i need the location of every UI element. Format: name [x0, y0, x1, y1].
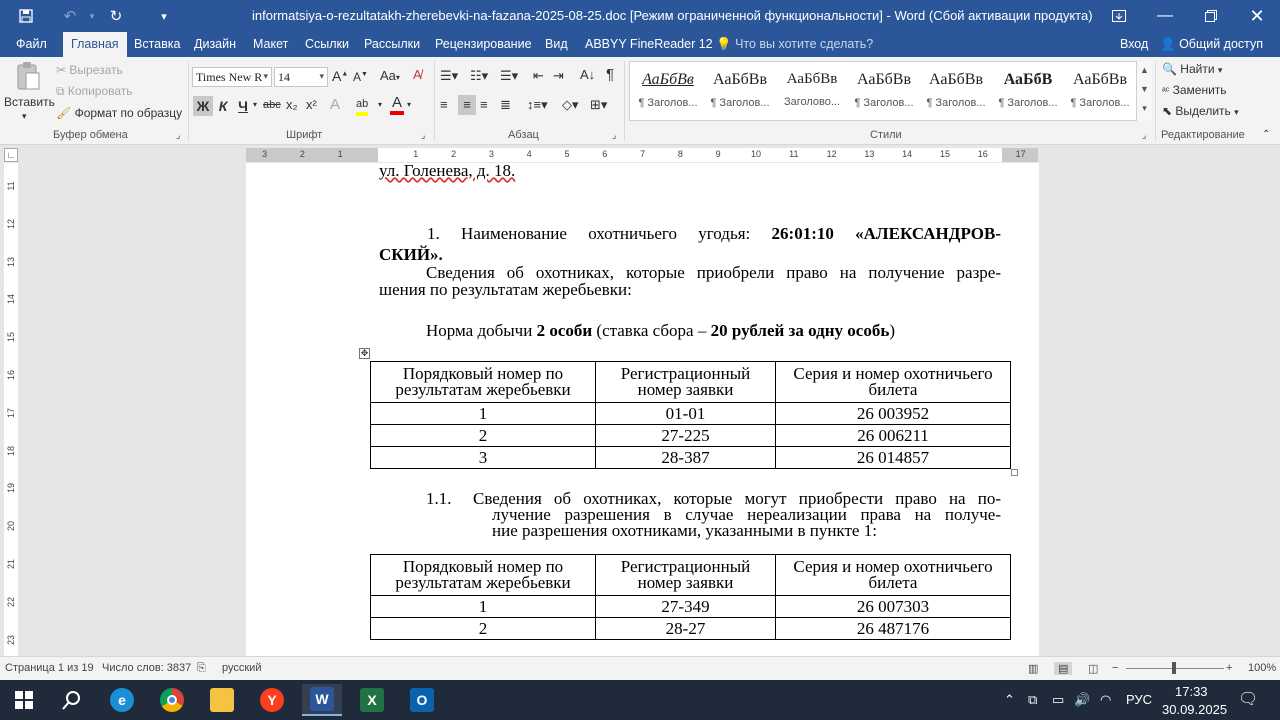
chrome-icon[interactable] — [152, 684, 192, 716]
cut-button[interactable] — [56, 63, 123, 77]
table-row — [371, 403, 1011, 425]
styles-gallery — [629, 61, 1152, 121]
table-cell: 26 014857 — [776, 447, 1011, 469]
clock-date[interactable]: 30.09.2025 — [1162, 702, 1228, 717]
doc-line: ул. Голенева, д. 18. — [379, 163, 516, 180]
share-button[interactable] — [1160, 32, 1263, 57]
copy-label: Копировать — [67, 84, 133, 98]
copy-button[interactable] — [56, 84, 133, 99]
item1-line1: 1. Наименование охотничьего угодья: 26:01:10 «АЛЕКСАНДРОВ- — [427, 224, 1001, 243]
undo-dropdown-icon[interactable]: ▾ — [89, 10, 95, 21]
tab-selector[interactable]: ∟ — [4, 148, 18, 162]
proofing-icon[interactable]: ⎘ — [197, 662, 206, 674]
tab-review[interactable]: Рецензирование — [435, 37, 532, 51]
window-title: informatsiya-o-rezultatakh-zherebevki-na-fazana-2025-08-25.doc [Режим ограниченной функциональности] - Word (Сбой активации продукта) — [252, 8, 1093, 23]
select-button[interactable]: ⬉ Выделить ▾ — [1162, 104, 1239, 118]
lightbulb-icon: 💡 — [716, 37, 732, 51]
table-cell: 2 — [371, 618, 596, 640]
ruler-number: 1 — [337, 149, 343, 159]
find-label: Найти — [1180, 62, 1215, 76]
separator — [624, 61, 625, 141]
cursor-icon: ⬉ — [1162, 104, 1173, 118]
bold-button[interactable]: Ж — [193, 96, 213, 116]
italic-button[interactable]: К — [218, 98, 228, 114]
table-row — [371, 618, 1011, 640]
ruler-number: 3 — [262, 149, 268, 159]
copy-icon: ⧉ — [56, 84, 65, 98]
sort-icon[interactable]: A↓ — [580, 67, 596, 82]
table-header-cell: Серия и номер охотничьего билета — [776, 362, 1011, 403]
paste-icon[interactable] — [14, 61, 42, 93]
clock-time[interactable]: 17:33 — [1175, 684, 1208, 699]
table-cell: 1 — [371, 596, 596, 618]
brush-icon: 🖌 — [56, 106, 72, 120]
multilevel-list-icon[interactable]: ☰▾ — [500, 68, 519, 83]
table-cell: 26 007303 — [776, 596, 1011, 618]
document-page[interactable] — [246, 163, 1039, 656]
styles-group-label: Стили — [870, 129, 902, 141]
replace-icon: ᵃᶜ — [1162, 86, 1170, 97]
language-indicator[interactable]: русский — [222, 662, 262, 674]
align-right-icon[interactable]: ≡ — [480, 97, 488, 112]
zoom-in-icon[interactable]: + — [1226, 662, 1233, 674]
font-size-select[interactable]: 14 ▾ — [274, 67, 328, 87]
table-header-cell: Порядковый номер по результатам жеребьевки — [371, 555, 596, 596]
shading-icon[interactable]: ◇▾ — [562, 97, 579, 112]
customize-qat-icon[interactable]: ▾ — [161, 10, 167, 23]
separator — [434, 61, 435, 141]
ruler-number: 17 — [6, 407, 16, 418]
clipboard-group-label: Буфер обмена — [53, 129, 128, 141]
table-cell: 28-27 — [596, 618, 776, 640]
title-bar — [0, 0, 1280, 32]
style-card[interactable]: АаБбВ ¶ Заголов... — [998, 71, 1058, 109]
decrease-indent-icon[interactable]: ⇤ — [533, 68, 544, 83]
table-resize-handle[interactable] — [1011, 469, 1018, 476]
read-mode-icon[interactable]: ▥ — [1028, 663, 1039, 675]
search-icon[interactable] — [52, 684, 92, 716]
sub-line1: Сведения об охотниках, которые могут приобрести право на по- — [473, 489, 1001, 508]
windows-start-icon[interactable] — [4, 684, 44, 716]
outlook-icon[interactable]: O — [402, 684, 442, 716]
tell-me-search[interactable] — [716, 32, 873, 57]
zoom-slider-thumb[interactable] — [1172, 662, 1176, 674]
align-left-icon[interactable]: ≡ — [440, 97, 448, 112]
ruler-number: 14 — [6, 294, 16, 305]
format-painter-button[interactable] — [56, 106, 182, 120]
justify-icon[interactable]: ≣ — [500, 97, 511, 112]
table-cell: 26 006211 — [776, 425, 1011, 447]
excel-icon[interactable]: X — [352, 684, 392, 716]
ruler-number: 11 — [6, 181, 16, 191]
ruler-number: 15 — [6, 332, 16, 343]
table-cell: 2 — [371, 425, 596, 447]
style-card[interactable]: АаБбВв ¶ Заголов... — [1070, 71, 1130, 109]
tab-mailings[interactable]: Рассылки — [364, 37, 421, 51]
font-launcher-icon[interactable]: ⌟ — [421, 130, 426, 140]
styles-scroll[interactable] — [1136, 61, 1152, 121]
style-card[interactable]: АаБбВв Заголово... — [783, 71, 841, 108]
format-painter-label: Формат по образцу — [74, 106, 183, 120]
table-cell: 26 003952 — [776, 403, 1011, 425]
style-card[interactable]: АаБбВв ¶ Заголов... — [854, 71, 914, 109]
ruler-number: 12 — [6, 218, 16, 229]
ruler-number: 13 — [864, 149, 875, 159]
paste-button[interactable]: Вставить — [4, 95, 55, 109]
ruler-number: 10 — [750, 149, 761, 159]
replace-button[interactable] — [1162, 83, 1227, 97]
table-move-handle-icon[interactable]: ✥ — [360, 348, 369, 358]
cut-label: Вырезать — [69, 63, 123, 77]
numbering-icon[interactable]: ☷▾ — [470, 68, 489, 83]
ruler-number: 23 — [6, 634, 16, 645]
table-header-cell: Регистрационный номер заявки — [596, 555, 776, 596]
bullets-icon[interactable]: ☰▾ — [440, 68, 459, 83]
ribbon-tabs — [0, 32, 1280, 57]
show-marks-icon[interactable]: ¶ — [606, 66, 615, 83]
separator — [188, 61, 189, 141]
shrink-font-icon[interactable]: A▼ — [353, 70, 368, 84]
table-cell: 28-387 — [596, 447, 776, 469]
table-cell: 1 — [371, 403, 596, 425]
undo-icon[interactable]: ↶ — [63, 8, 77, 25]
line-spacing-icon[interactable]: ↕≡▾ — [527, 97, 548, 112]
print-layout-icon[interactable]: ▤ — [1054, 662, 1072, 675]
signin-link[interactable]: Вход — [1120, 37, 1149, 51]
select-label: Выделить — [1175, 104, 1231, 118]
ruler-number: 14 — [902, 149, 913, 159]
sub-number: 1.1. — [426, 489, 452, 508]
ribbon — [0, 57, 1280, 145]
zoom-out-icon[interactable]: − — [1112, 662, 1119, 674]
superscript-button[interactable]: x² — [306, 97, 317, 112]
ruler-number: 15 — [939, 149, 950, 159]
more-styles-icon[interactable]: ▾ — [1142, 103, 1147, 113]
highlight-dropdown-icon[interactable]: ▾ — [378, 100, 383, 109]
info-line1: Сведения об охотниках, которые приобрели право на получение разре- — [426, 263, 1001, 282]
ruler-number: 6 — [602, 149, 608, 159]
paragraph-group-label: Абзац — [508, 129, 539, 141]
table-cell: 3 — [371, 447, 596, 469]
taskbar — [0, 680, 1280, 720]
network-icon[interactable]: ◠ — [1100, 692, 1112, 707]
tab-design[interactable]: Дизайн — [194, 37, 237, 51]
subscript-button[interactable]: x₂ — [286, 97, 298, 112]
ruler-number: 13 — [6, 256, 16, 267]
ruler-number: 16 — [977, 149, 988, 159]
collapse-ribbon-icon[interactable]: ⌃ — [1262, 129, 1271, 140]
ruler-number: 8 — [677, 149, 683, 159]
reserve-table — [370, 554, 1011, 640]
clipboard-launcher-icon[interactable]: ⌟ — [176, 130, 181, 140]
sub-line3: ние разрешения охотниками, указанными в пункте 1: — [492, 521, 877, 540]
word-count[interactable]: Число слов: 3837 — [102, 662, 192, 674]
table-cell: 26 487176 — [776, 618, 1011, 640]
ruler-number: 5 — [564, 149, 570, 159]
ruler-number: 12 — [826, 149, 837, 159]
tab-layout[interactable]: Макет — [253, 37, 289, 51]
ruler-number: 17 — [1015, 149, 1026, 159]
scissors-icon: ✂ — [56, 63, 67, 77]
restore-icon[interactable] — [1188, 0, 1234, 32]
separator — [1155, 61, 1156, 141]
replace-label: Заменить — [1172, 83, 1227, 97]
style-card[interactable]: АаБбВв ¶ Заголов... — [926, 71, 986, 109]
search-icon: 🔍 — [1162, 62, 1177, 76]
ruler-number: 1 — [413, 149, 419, 159]
ruler-number: 18 — [6, 445, 16, 456]
ruler-number: 2 — [451, 149, 457, 159]
sub-line2: лучение разрешения в случае нереализации права на получе- — [492, 505, 1001, 524]
share-label: Общий доступ — [1179, 37, 1264, 51]
table-cell: 27-225 — [596, 425, 776, 447]
word-taskbar-icon[interactable]: W — [302, 684, 342, 716]
ruler-number: 22 — [6, 596, 16, 607]
align-center-icon[interactable]: ≡ — [458, 95, 476, 115]
highlight-button[interactable]: ab — [356, 95, 368, 116]
battery-icon[interactable]: ▭ — [1052, 692, 1065, 707]
clear-format-icon[interactable]: A̸ — [413, 67, 422, 82]
paste-dropdown-icon[interactable]: ▾ — [22, 111, 27, 121]
page-count[interactable]: Страница 1 из 19 — [5, 662, 94, 674]
person-icon: 👤 — [1160, 37, 1176, 51]
ruler-number: 21 — [6, 559, 16, 570]
font-group-label: Шрифт — [286, 129, 323, 141]
info-line2: шения по результатам жеребьевки: — [379, 280, 632, 299]
ruler-number: 2 — [299, 149, 305, 159]
styles-launcher-icon[interactable]: ⌟ — [1142, 130, 1147, 140]
borders-icon[interactable]: ⊞▾ — [590, 97, 608, 112]
font-name-select[interactable]: Times New R ▾ — [192, 67, 272, 87]
ruler-number: 9 — [715, 149, 721, 159]
close-icon[interactable]: ✕ — [1249, 5, 1265, 26]
vertical-ruler[interactable] — [4, 163, 18, 656]
input-language[interactable]: РУС — [1126, 692, 1153, 707]
style-card[interactable]: АаБбВв ¶ Заголов... — [638, 71, 698, 109]
status-bar — [0, 656, 1280, 680]
tab-home[interactable]: Главная — [63, 32, 127, 57]
ruler-number: 20 — [6, 521, 16, 532]
table-cell: 27-349 — [596, 596, 776, 618]
yandex-browser-icon[interactable]: Y — [252, 684, 292, 716]
table-header-cell: Регистрационный номер заявки — [596, 362, 776, 403]
increase-indent-icon[interactable]: ⇥ — [553, 68, 564, 83]
ruler-number: 19 — [6, 483, 16, 494]
editing-group-label: Редактирование — [1161, 129, 1245, 141]
item1-line2: СКИЙ». — [379, 245, 443, 264]
tab-abbyy[interactable]: ABBYY FineReader 12 — [585, 37, 713, 51]
grow-font-icon[interactable]: A▲ — [332, 68, 349, 84]
scroll-down-icon[interactable]: ▼ — [1140, 84, 1149, 94]
find-button[interactable]: 🔍 Найти ▾ — [1162, 62, 1223, 76]
table-row — [371, 425, 1011, 447]
ruler-number: 7 — [640, 149, 646, 159]
tab-references[interactable]: Ссылки — [305, 37, 350, 51]
tab-insert[interactable]: Вставка — [134, 37, 181, 51]
tell-me-label: Что вы хотите сделать? — [735, 37, 874, 51]
file-explorer-icon[interactable] — [202, 684, 242, 716]
ruler-number: 11 — [789, 149, 799, 159]
ruler-number: 16 — [6, 370, 16, 381]
norm-line: Норма добычи 2 особи (ставка сбора – 20 рублей за одну особь) — [426, 321, 895, 340]
tab-view[interactable]: Вид — [545, 37, 568, 51]
save-icon[interactable] — [10, 0, 42, 32]
table-row — [371, 596, 1011, 618]
zoom-level[interactable]: 100% — [1248, 662, 1277, 674]
paragraph-launcher-icon[interactable]: ⌟ — [612, 130, 617, 140]
style-card[interactable]: АаБбВв ¶ Заголов... — [710, 71, 770, 109]
volume-icon[interactable]: 🔊 — [1074, 692, 1091, 707]
tray-chevron-icon[interactable]: ⌃ — [1004, 692, 1015, 707]
scroll-up-icon[interactable]: ▲ — [1140, 65, 1149, 75]
redo-icon[interactable]: ↻ — [109, 8, 123, 25]
ribbon-display-icon[interactable] — [1096, 0, 1142, 32]
edge-icon[interactable]: e — [102, 684, 142, 716]
tab-file[interactable]: Файл — [16, 37, 47, 51]
ruler-number: 4 — [526, 149, 532, 159]
results-table — [370, 361, 1011, 469]
font-color-button[interactable]: A — [390, 95, 404, 115]
ruler-number: 3 — [488, 149, 494, 159]
text-effects-icon[interactable]: A — [330, 96, 341, 113]
table-row — [371, 447, 1011, 469]
web-layout-icon[interactable]: ◫ — [1088, 663, 1099, 675]
horizontal-ruler[interactable] — [246, 148, 1038, 162]
notifications-icon[interactable]: 🗨 — [1238, 691, 1259, 708]
minimize-icon[interactable]: — — [1157, 7, 1173, 24]
table-cell: 01-01 — [596, 403, 776, 425]
table-header-cell: Порядковый номер по результатам жеребьевки — [371, 362, 596, 403]
tray-app-icon[interactable]: ⧉ — [1028, 692, 1038, 707]
underline-dropdown-icon[interactable]: ▾ — [253, 100, 258, 109]
table-header-cell: Серия и номер охотничьего билета — [776, 555, 1011, 596]
strikethrough-button[interactable]: abc — [263, 99, 281, 111]
underline-button[interactable]: Ч — [238, 98, 248, 114]
change-case-icon[interactable]: Aa▾ — [380, 68, 400, 83]
font-color-dropdown-icon[interactable]: ▾ — [407, 100, 412, 109]
